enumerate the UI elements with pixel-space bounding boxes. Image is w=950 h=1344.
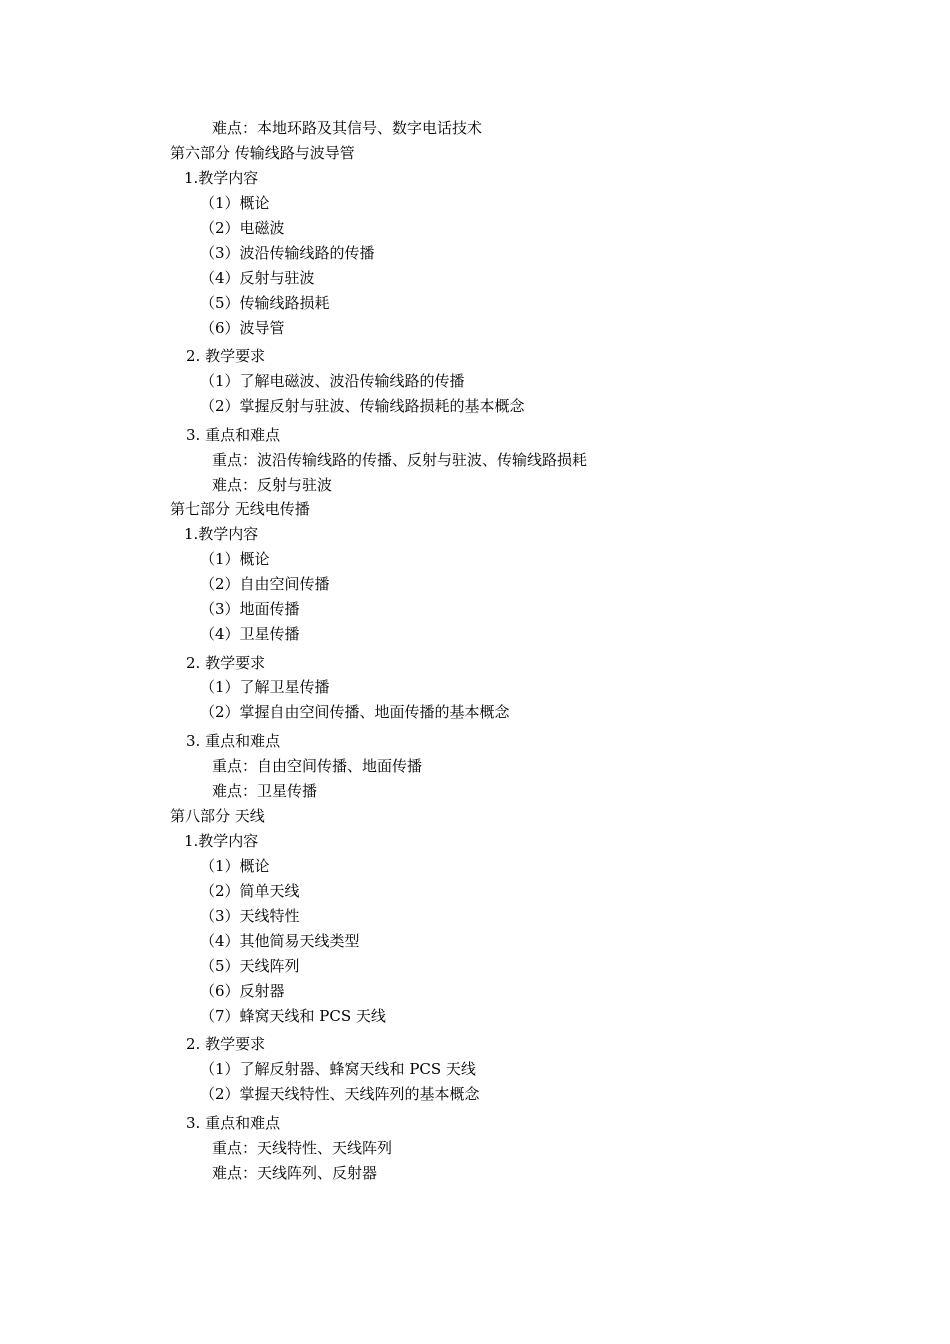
- part6-requirement-item: （2）掌握反射与驻波、传输线路损耗的基本概念: [200, 397, 525, 415]
- part6-content-item: （5）传输线路损耗: [200, 294, 330, 312]
- part6-content-item: （2）电磁波: [200, 219, 285, 237]
- part7-content-heading: 1.教学内容: [184, 525, 259, 543]
- part6-content-item: （6）波导管: [200, 319, 285, 337]
- part8-content-heading: 1.教学内容: [184, 832, 259, 850]
- intro-difficulty: 难点：本地环路及其信号、数字电话技术: [212, 119, 483, 137]
- part6-requirements-heading: 2. 教学要求: [186, 347, 266, 365]
- part6-content-item: （1）概论: [200, 194, 270, 212]
- part6-key-point: 重点：波沿传输线路的传播、反射与驻波、传输线路损耗: [212, 451, 588, 469]
- part7-requirement-item: （1）了解卫星传播: [200, 678, 330, 696]
- part7-content-item: （3）地面传播: [200, 600, 300, 618]
- part7-title: 第七部分 无线电传播: [170, 500, 310, 518]
- part8-key-point: 重点：天线特性、天线阵列: [212, 1139, 393, 1157]
- part7-content-item: （4）卫星传播: [200, 625, 300, 643]
- part8-content-item: （1）概论: [200, 857, 270, 875]
- part8-content-item: （3）天线特性: [200, 907, 300, 925]
- part7-key-heading: 3. 重点和难点: [186, 732, 281, 750]
- part6-requirement-item: （1）了解电磁波、波沿传输线路的传播: [200, 372, 465, 390]
- part8-title: 第八部分 天线: [170, 807, 265, 825]
- part7-content-item: （1）概论: [200, 550, 270, 568]
- part6-difficulty: 难点：反射与驻波: [212, 476, 333, 494]
- part8-requirement-item: （2）掌握天线特性、天线阵列的基本概念: [200, 1085, 480, 1103]
- part6-key-heading: 3. 重点和难点: [186, 426, 281, 444]
- part8-requirements-heading: 2. 教学要求: [186, 1035, 266, 1053]
- part8-content-item: （4）其他简易天线类型: [200, 932, 360, 950]
- part7-content-item: （2）自由空间传播: [200, 575, 330, 593]
- part7-requirement-item: （2）掌握自由空间传播、地面传播的基本概念: [200, 703, 510, 721]
- part7-difficulty: 难点：卫星传播: [212, 782, 318, 800]
- part8-difficulty: 难点：天线阵列、反射器: [212, 1164, 378, 1182]
- part8-content-item: （7）蜂窝天线和 PCS 天线: [200, 1007, 386, 1025]
- part6-content-heading: 1.教学内容: [184, 169, 259, 187]
- part8-requirement-item: （1）了解反射器、蜂窝天线和 PCS 天线: [200, 1060, 476, 1078]
- part8-key-heading: 3. 重点和难点: [186, 1114, 281, 1132]
- part6-content-item: （4）反射与驻波: [200, 269, 315, 287]
- part8-content-item: （6）反射器: [200, 982, 285, 1000]
- part6-content-item: （3）波沿传输线路的传播: [200, 244, 375, 262]
- part7-key-point: 重点：自由空间传播、地面传播: [212, 757, 423, 775]
- part8-content-item: （5）天线阵列: [200, 957, 300, 975]
- part7-requirements-heading: 2. 教学要求: [186, 654, 266, 672]
- part8-content-item: （2）简单天线: [200, 882, 300, 900]
- part6-title: 第六部分 传输线路与波导管: [170, 144, 355, 162]
